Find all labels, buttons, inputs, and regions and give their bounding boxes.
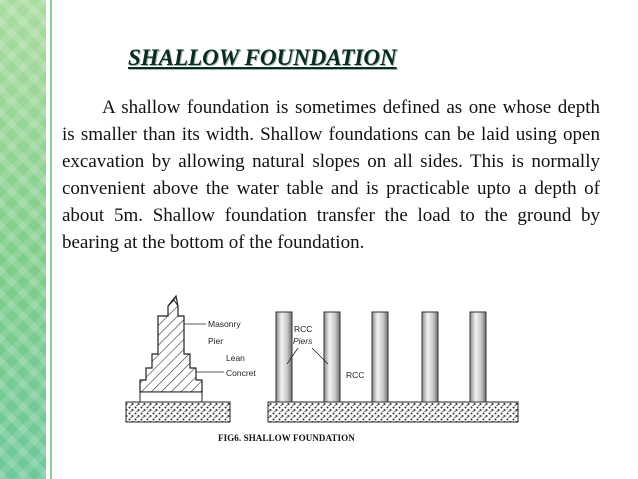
slide-title: SHALLOW FOUNDATION — [128, 45, 397, 70]
rcc-piers-drawing — [268, 312, 518, 422]
decorative-stripe — [50, 0, 52, 479]
masonry-pier-drawing — [126, 296, 256, 422]
foundation-diagram — [122, 292, 522, 428]
label-pier: Pier — [208, 336, 224, 346]
label-masonry: Masonry — [208, 319, 241, 329]
label-concrete: Concret — [226, 368, 256, 378]
label-rcc: RCC — [346, 370, 365, 380]
foundation-figure — [122, 292, 522, 428]
slide-paragraph: A shallow foundation is sometimes defined as one whose depth is smaller than its width. Shallow foundations can be laid using open excavation by allowing natural slopes on all sides. This is normally convenient above the water table and is practicable upto a depth of about 5m. Shallow foundation transfer the load to the ground by bearing at the bottom of the foundation. — [62, 97, 600, 253]
decorative-left-band — [0, 0, 46, 479]
label-lean: Lean — [226, 353, 245, 363]
label-rcc-piers-line2: Piers — [293, 336, 313, 346]
label-rcc-piers-line1: RCC — [294, 324, 313, 334]
figure-caption: FIG6. SHALLOW FOUNDATION — [218, 433, 355, 443]
